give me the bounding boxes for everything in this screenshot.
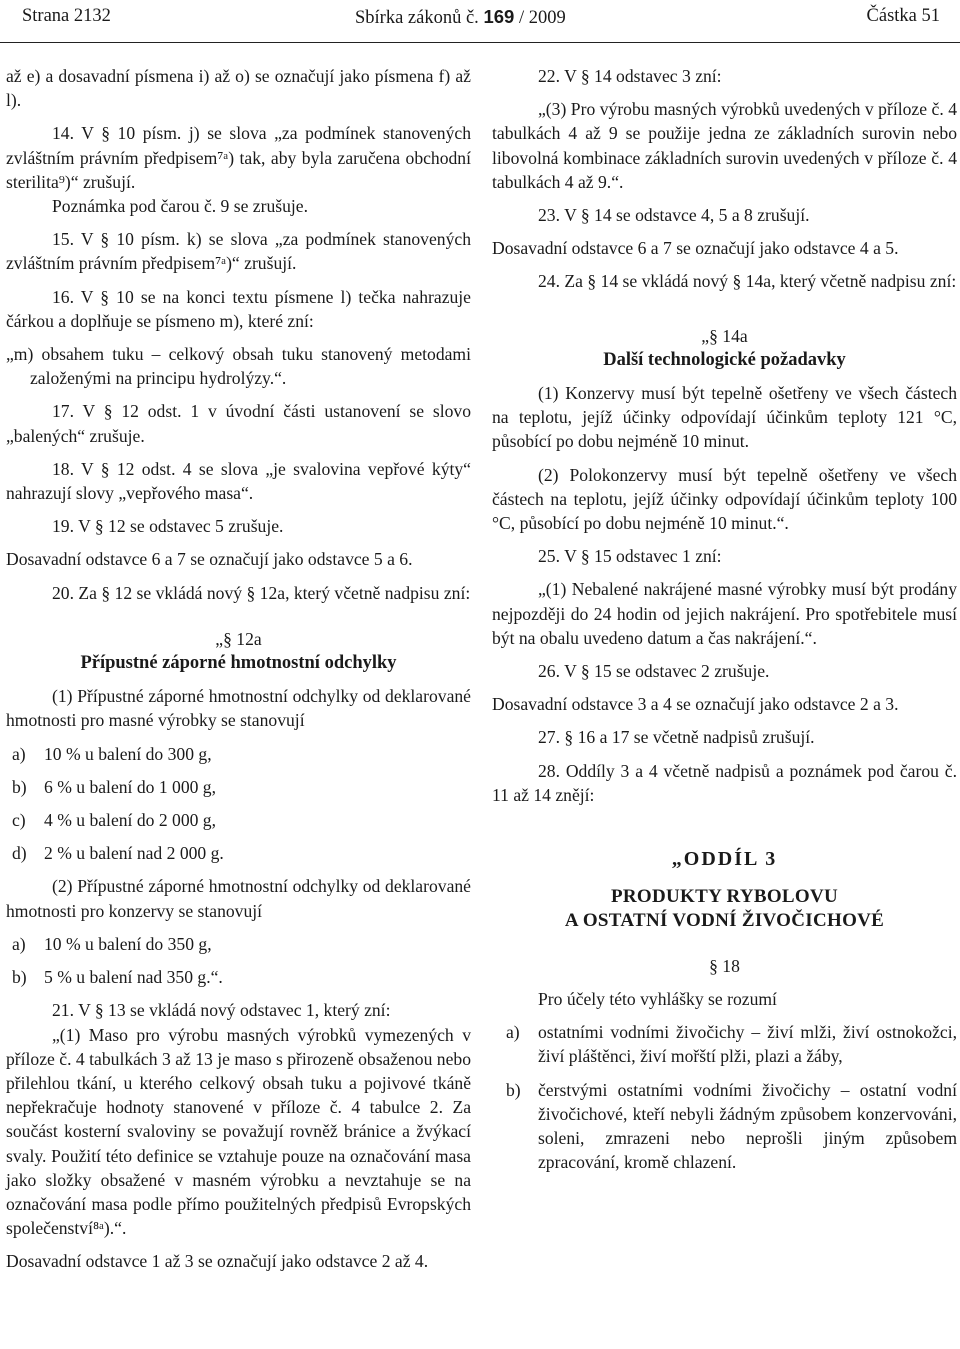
item-20: 20. Za § 12 se vkládá nový § 12a, který včetně nadpisu zní: xyxy=(52,582,471,603)
collection-year: / 2009 xyxy=(518,8,566,28)
collection-number: 169 xyxy=(483,6,515,27)
list-item: b) čerstvými ostatními vodními živočichy – ostatní vodní živočichové, kteří nebyli žádným způsobem konzervováni, soleni, zmrazeni nebo neprošli jiným způsobem zpracování, kromě chlazení. xyxy=(506,1079,957,1173)
list-item: b) 6 % u balení do 1 000 g, xyxy=(12,776,217,797)
item-26-note: Dosavadní odstavce 3 a 4 se označují jako odstavce 2 a 3. xyxy=(492,694,899,715)
item-22-quote: „(3) Pro výrobu masných výrobků uvedených v příloze č. 4 tabulkách 4 až 9 se použije jedna ze základních surovin nebo libovolná kombinace základních surovin uvedených v příloze č. 4 tabulkách 4 až 9.“. xyxy=(492,99,957,192)
item-21: 21. V § 13 se vkládá nový odstavec 1, který zní: xyxy=(52,1000,391,1021)
item-21-quote: „(1) Maso pro výrobu masných výrobků vymezených v příloze č. 4 tabulkách 3 až 13 je maso s přirozeně obsaženou nebo přilehlou tkání, u kterého celkový obsah tuku a pojivové tkáně nepřekračuje hodnoty stanovené v příloze č. 4 tabulce 2. Za součást kosterní svaloviny se považují rovněž bránice a žvýkací svaly. Použití této definice se vztahuje pouze na označování masa jako složky obsažené v masném výrobku a nevztahuje se na označování masa podle přímo použitelných předpisů Evropských společenství⁸ᵃ).“. xyxy=(6,1024,471,1239)
list-item: b) 5 % u balení nad 350 g.“. xyxy=(12,967,223,988)
part-title-line-2: A OSTATNÍ VODNÍ ŽIVOČICHOVÉ xyxy=(564,910,885,932)
item-16: 16. V § 10 se na konci textu písmene l) tečka nahrazuje čárkou a doplňuje se písmeno m), které zní: xyxy=(6,286,471,331)
item-25: 25. V § 15 odstavec 1 zní: xyxy=(538,546,722,567)
list-item: a) 10 % u balení do 300 g, xyxy=(12,743,212,764)
item-17: 17. V § 12 odst. 1 v úvodní části ustanovení se slovo „balených“ zrušuje. xyxy=(6,401,471,446)
item-25-quote: „(1) Nebalené nakrájené masné výrobky musí být prodány nejpozději do 24 hodin od jejich nakrájení. Pro spotřebitele musí být na obalu uvedeno datum a čas nakrájení.“. xyxy=(492,579,957,648)
section-12a-list-1 xyxy=(6,742,471,866)
collection-prefix: Sbírka zákonů č. xyxy=(355,8,479,28)
item-24: 24. Za § 14 se vkládá nový § 14a, který včetně nadpisu zní: xyxy=(538,271,957,292)
left-column xyxy=(6,64,471,1274)
item-15: 15. V § 10 písm. k) se slova „za podmínek stanovených zvláštním právním předpisem⁷ᵃ)“ zrušují. xyxy=(6,229,471,274)
list-item: c) 4 % u balení do 2 000 g, xyxy=(12,810,217,831)
section-14a-number: „§ 14a xyxy=(701,325,748,346)
part-number: Částka 51 xyxy=(866,6,940,26)
item-19-note: Dosavadní odstavce 6 a 7 se označují jako odstavce 5 a 6. xyxy=(6,549,413,570)
section-12a-list-2 xyxy=(6,932,471,989)
part-heading: „ODDÍL 3 xyxy=(671,848,778,871)
item-14-note: Poznámka pod čarou č. 9 se zrušuje. xyxy=(52,196,309,217)
list-item: a) ostatními vodními živočichy – živí mlži, živí ostnokožci, živí pláštěnci, živí mořští plži, plazi a žáby, xyxy=(506,1022,957,1067)
item-19: 19. V § 12 se odstavec 5 zrušuje. xyxy=(52,516,284,537)
item-14: 14. V § 10 písm. j) se slova „za podmínek stanovených zvláštním právním předpisem⁷ᵃ) tak, aby byla zaručena obchodní sterilita⁹)“ zrušují. xyxy=(6,123,471,192)
list-item: a) 10 % u balení do 350 g, xyxy=(12,933,212,954)
part-title-line-1: PRODUKTY RYBOLOVU xyxy=(611,886,838,908)
section-12a-para-1: (1) Přípustné záporné hmotnostní odchylky od deklarované hmotnosti pro masné výrobky se stanovují xyxy=(6,686,471,731)
page-number: Strana 2132 xyxy=(22,6,111,26)
item-28: 28. Oddíly 3 a 4 včetně nadpisů a poznámek pod čarou č. 11 až 14 znějí: xyxy=(492,760,957,805)
section-12a-title: Přípustné záporné hmotnostní odchylky xyxy=(80,653,397,674)
right-column xyxy=(492,64,957,1174)
item-22: 22. V § 14 odstavec 3 zní: xyxy=(538,66,722,86)
section-18-number: § 18 xyxy=(709,955,740,976)
section-12a-number: „§ 12a xyxy=(215,628,262,649)
item-23-note: Dosavadní odstavce 6 a 7 se označují jako odstavce 4 a 5. xyxy=(492,238,899,259)
item-27: 27. § 16 a 17 se včetně nadpisů zrušují. xyxy=(538,727,815,748)
section-18-intro: Pro účely této vyhlášky se rozumí xyxy=(538,988,777,1009)
list-item: d) 2 % u balení nad 2 000 g. xyxy=(12,843,224,864)
page-header xyxy=(0,0,960,43)
section-12a-para-2: (2) Přípustné záporné hmotnostní odchylky od deklarované hmotnosti pro konzervy se stanovují xyxy=(6,876,471,921)
section-18-list xyxy=(492,1020,957,1174)
section-14a-para-1: (1) Konzervy musí být tepelně ošetřeny ve všech částech na teplotu, jejíž účinky odpovídají účinkům teploty 121 °C, působící po dobu nejméně 10 minut. xyxy=(492,383,957,452)
collection-title xyxy=(355,6,566,29)
item-16-quote: „m) obsahem tuku – celkový obsah tuku stanovený metodami založenými na principu hydrolýzy.“. xyxy=(6,344,471,389)
item-21-note: Dosavadní odstavce 1 až 3 se označují jako odstavce 2 až 4. xyxy=(6,1251,429,1272)
item-26: 26. V § 15 se odstavec 2 zrušuje. xyxy=(538,661,770,682)
item-18: 18. V § 12 odst. 4 se slova „je svalovina vepřové kýty“ nahrazují slovy „vepřového masa“. xyxy=(6,458,471,504)
section-14a-para-2: (2) Polokonzervy musí být tepelně ošetřeny ve všech částech na teplotu, jejíž účinky odpovídají účinkům teploty 100 °C, působící po dobu nejméně 10 minut.“. xyxy=(492,464,957,534)
item-23: 23. V § 14 se odstavce 4, 5 a 8 zrušují. xyxy=(538,205,810,226)
paragraph-continuation: až e) a dosavadní písmena i) až o) se označují jako písmena f) až l). xyxy=(6,66,471,111)
section-14a-title: Další technologické požadavky xyxy=(603,349,846,370)
